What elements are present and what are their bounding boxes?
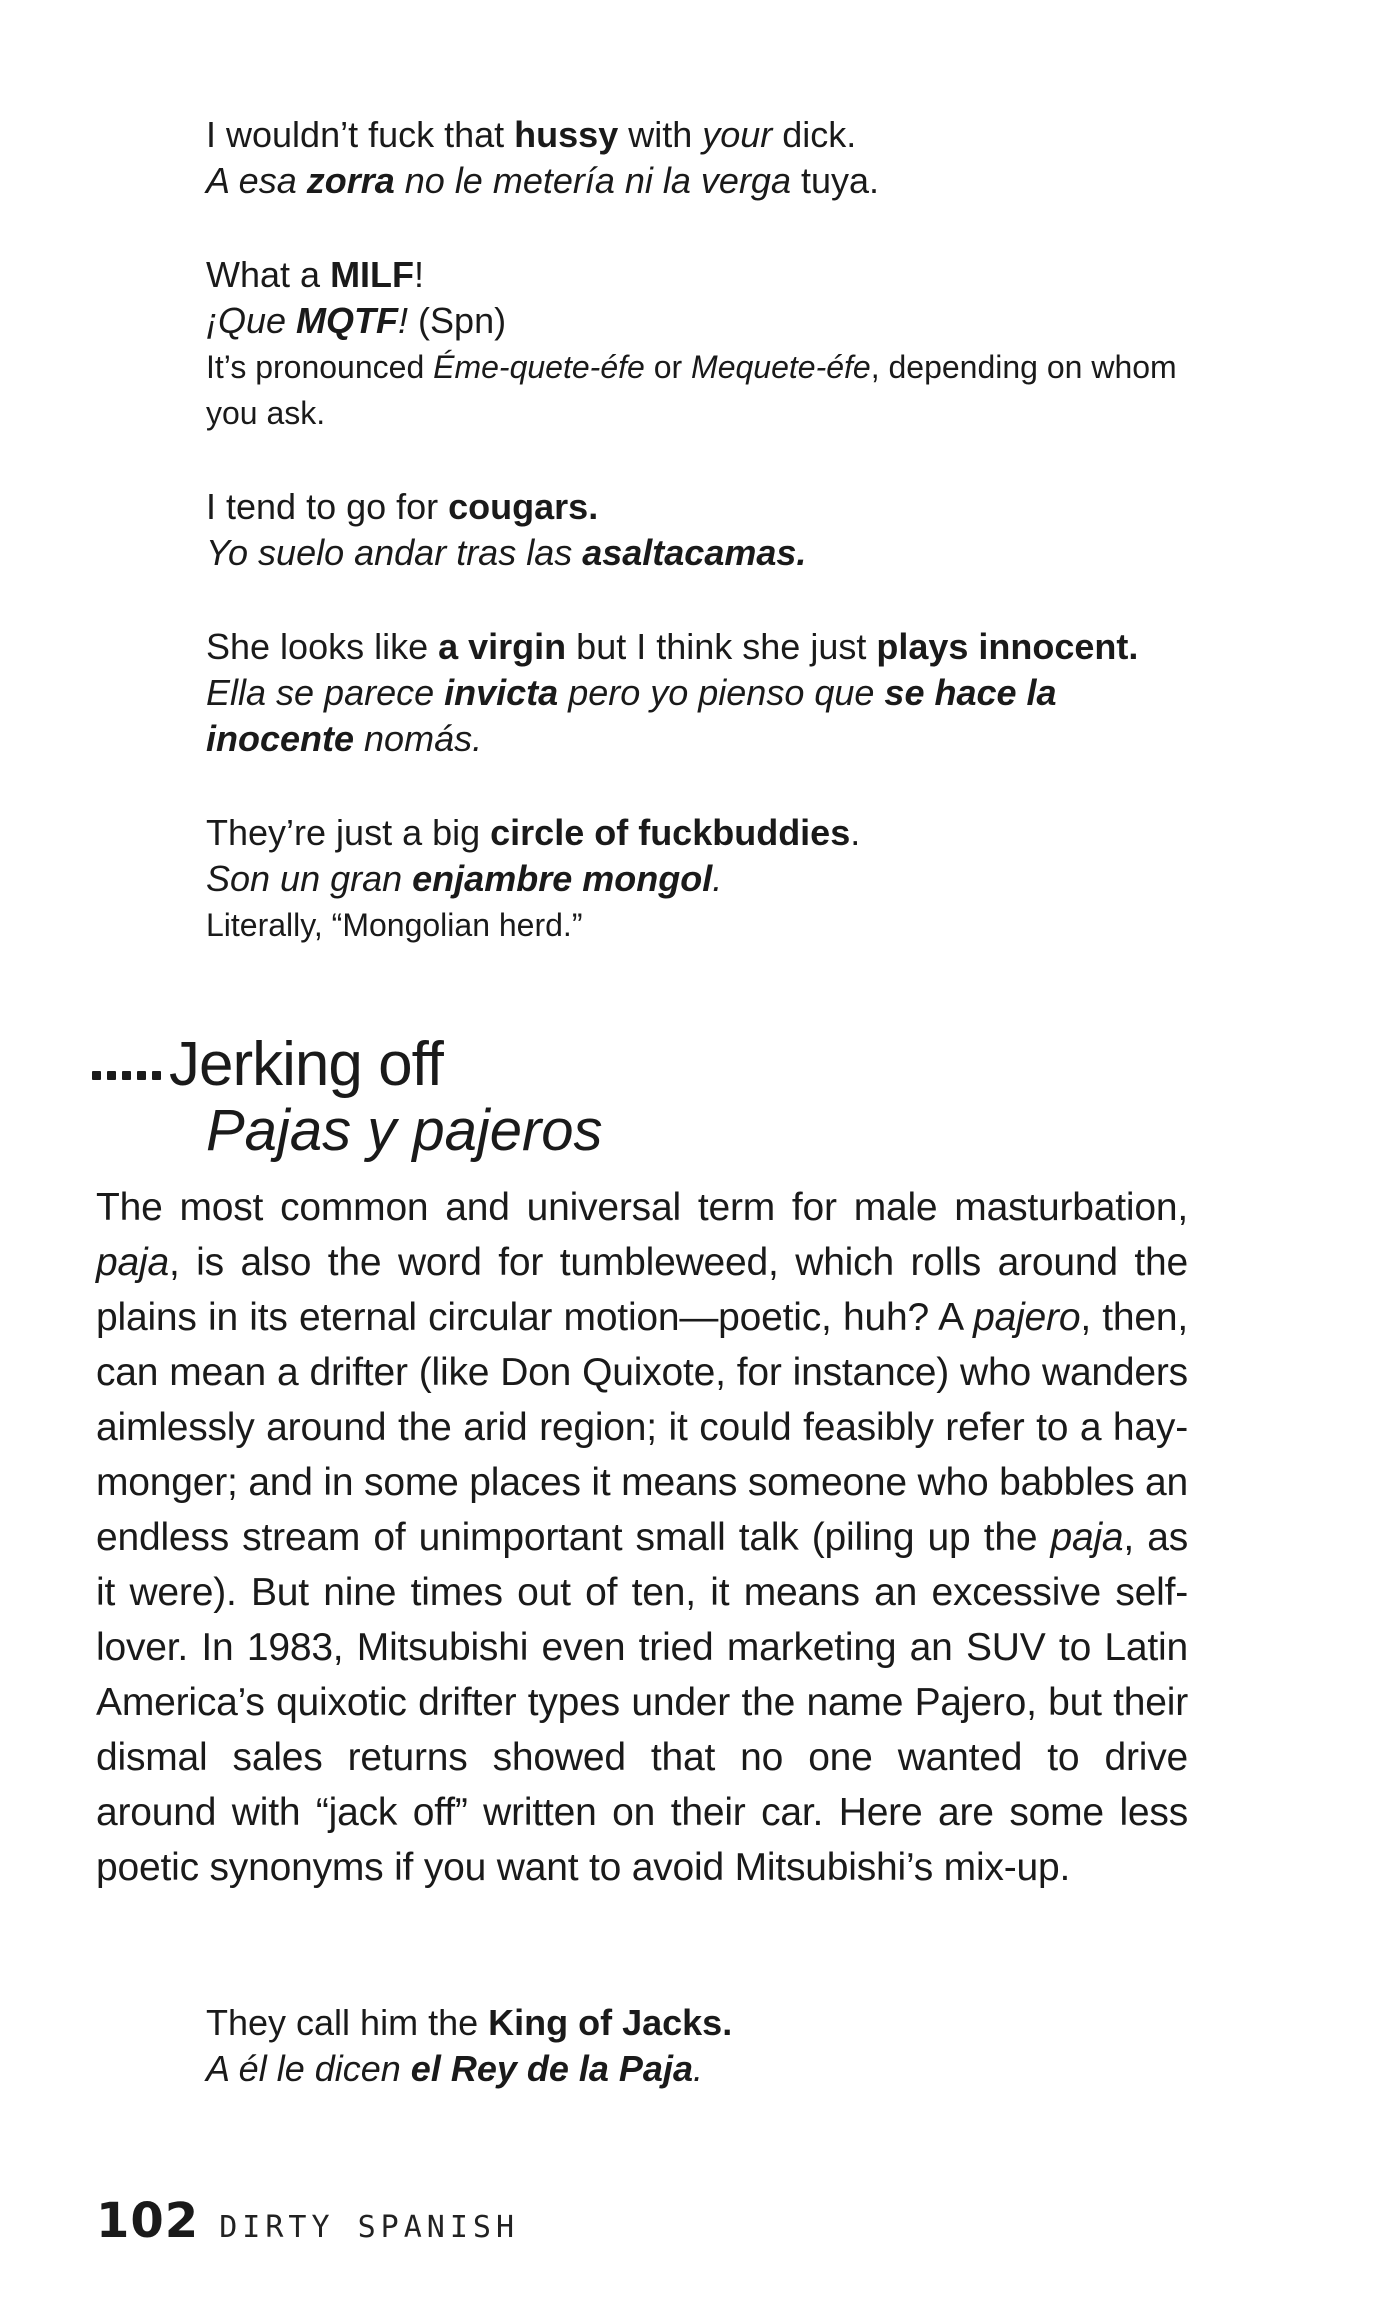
page-footer [96, 2193, 519, 2249]
spanish-phrase: Son un gran enjambre mongol. [206, 858, 723, 899]
dot-ornament [137, 1071, 146, 1080]
phrase-entry [206, 484, 1206, 576]
phrase-entries [206, 112, 1206, 996]
phrase-entry [206, 252, 1206, 436]
phrase-entry [206, 2000, 1206, 2092]
usage-note: It’s pronounced Éme-quete-éfe or Mequete-éfe, depending on whom you ask. [206, 349, 1177, 431]
section-title: Jerking off [169, 1030, 443, 1099]
phrase-entry [206, 112, 1206, 204]
spanish-phrase: ¡Que MQTF! (Spn) [206, 300, 507, 341]
spanish-phrase: A él le dicen el Rey de la Paja. [206, 2048, 703, 2089]
spanish-phrase: Yo suelo andar tras las asaltacamas. [206, 532, 807, 573]
spanish-phrase: A esa zorra no le metería ni la verga tuya. [206, 160, 880, 201]
english-phrase: What a MILF! [206, 254, 425, 295]
section-heading [92, 1030, 1212, 1164]
body-paragraph: The most common and universal term for male masturbation, paja, is also the word for tumbleweed, which rolls around the plains in its eternal circular motion—poetic, huh? A pajero, then, can mean a drifter (like Don Quixote, for instance) who wanders aimlessly around the arid region; it could feasibly refer to a hay-monger; and in some places it means someone who babbles an endless stream of unimportant small talk (piling up the paja, as it were). But nine times out of ten, it means an excessive self-lover. In 1983, Mitsubishi even tried marketing an SUV to Latin America’s quixotic drifter types under the name Pajero, but their dismal sales returns showed that no one wanted to drive around with “jack off” written on their car. Here are some less poetic synonyms if you want to avoid Mitsubishi’s mix-up. [96, 1186, 1188, 1889]
heading-dots-ornament [92, 1071, 161, 1080]
section-subtitle: Pajas y pajeros [206, 1098, 603, 1163]
dot-ornament [92, 1071, 101, 1080]
spanish-phrase: Ella se parece invicta pero yo pienso que se hace la inocente nomás. [206, 672, 1057, 759]
dot-ornament [122, 1071, 131, 1080]
usage-note: Literally, “Mongolian herd.” [206, 907, 583, 943]
phrase-entry [206, 810, 1206, 948]
english-phrase: I tend to go for cougars. [206, 486, 599, 527]
dot-ornament [152, 1071, 161, 1080]
book-title: DIRTY SPANISH [219, 2210, 520, 2245]
dot-ornament [107, 1071, 116, 1080]
page-number: 102 [96, 2193, 200, 2249]
english-phrase: I wouldn’t fuck that hussy with your dick. [206, 114, 857, 155]
english-phrase: They’re just a big circle of fuckbuddies. [206, 812, 861, 853]
english-phrase: She looks like a virgin but I think she just plays innocent. [206, 626, 1139, 667]
phrase-entry [206, 624, 1206, 762]
english-phrase: They call him the King of Jacks. [206, 2002, 733, 2043]
